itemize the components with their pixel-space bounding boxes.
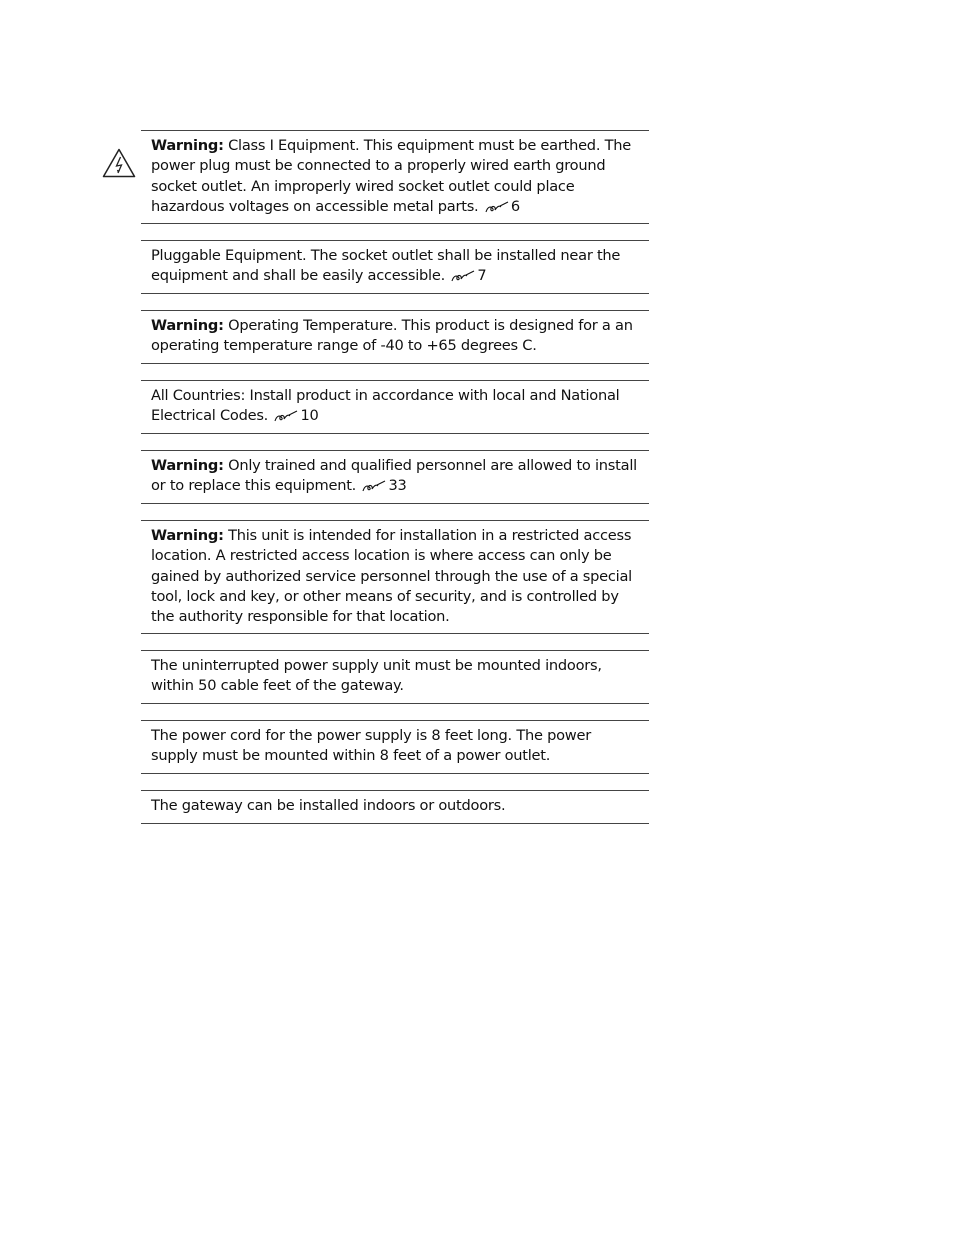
notice-text: Class I Equipment. This equipment must be earthed. The power plug must be connected to a properly wired earth ground socket outlet. An improperly wired socket outlet could place hazardous voltages on accessible metal parts. [151,137,631,215]
notice-text: The uninterrupted power supply unit must be mounted indoors, within 50 cable feet of the gateway. [151,657,602,695]
translation-reference [360,477,406,494]
reference-number: 6 [510,197,520,215]
translation-pointer-icon [362,480,386,492]
notice-power-cord [141,720,649,774]
notice-text: All Countries: Install product in accordance with local and National Electrical Codes. [151,387,620,425]
reference-number: 33 [388,477,407,495]
reference-number: 10 [300,407,319,425]
notice-qualified-personnel [141,450,649,504]
notice-text: This unit is intended for installation in a restricted access location. A restricted access location is where access can only be gained by authorized service personnel through the use of a special tool, lock and key, or other means of security, and is controlled by the authority responsible for that location. [151,527,632,626]
notice-text: The gateway can be installed indoors or outdoors. [151,797,506,814]
translation-reference [449,267,486,284]
translation-reference [483,198,520,215]
notice-text: Pluggable Equipment. The socket outlet shall be installed near the equipment and shall be easily accessible. [151,247,621,285]
notice-operating-temperature [141,310,649,364]
notice-electrical-codes [141,380,649,434]
warning-label: Warning: [151,527,224,544]
notice-text: Only trained and qualified personnel are allowed to install or to replace this equipment. [151,457,637,495]
notice-gateway-installation [141,790,649,824]
warning-label: Warning: [151,457,224,474]
notice-restricted-access [141,520,649,634]
reference-number: 7 [477,267,487,285]
warning-label: Warning: [151,137,224,154]
notice-text: The power cord for the power supply is 8 feet long. The power supply must be mounted within 8 feet of a power outlet. [151,727,591,765]
notice-text: Operating Temperature. This product is designed for a an operating temperature range of -40 to +65 degrees C. [151,317,633,355]
translation-reference [272,407,318,424]
notice-earthing [141,130,649,224]
notice-pluggable [141,240,649,294]
translation-pointer-icon [485,201,509,213]
warning-label: Warning: [151,317,224,334]
translation-pointer-icon [274,410,298,422]
translation-pointer-icon [451,270,475,282]
electrical-hazard-icon [102,148,136,178]
notice-ups-mounting [141,650,649,704]
